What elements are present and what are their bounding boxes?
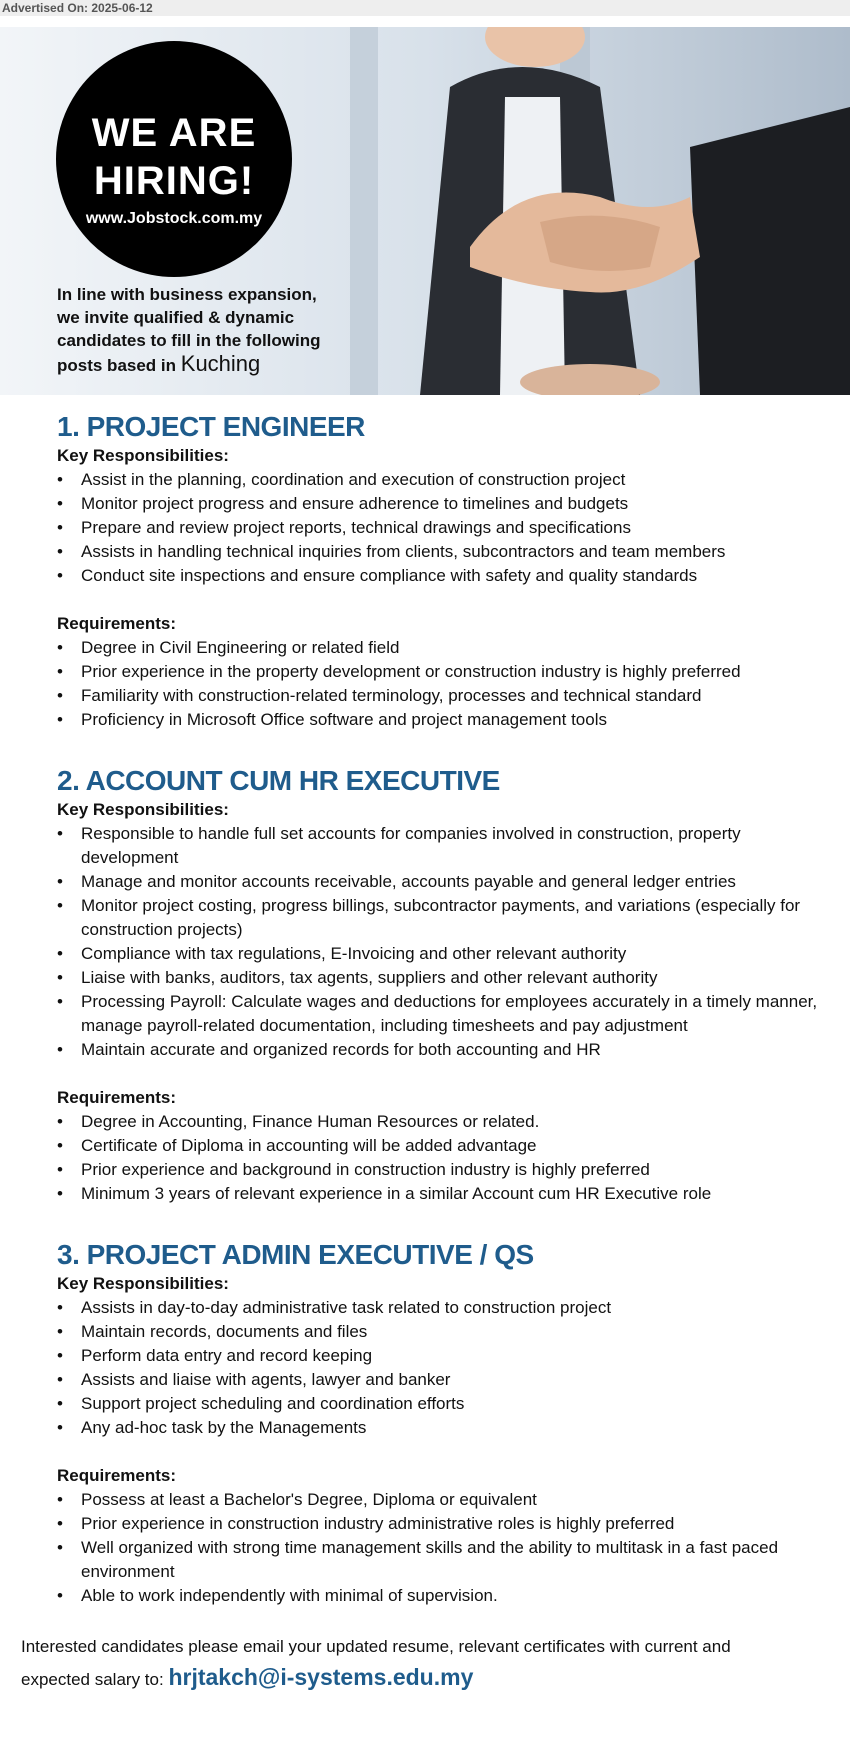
intro-line-text: posts based in xyxy=(57,356,177,375)
responsibility-item: • Assists in handling technical inquiries from clients, subcontractors and team members xyxy=(57,540,837,564)
requirements-label: Requirements: xyxy=(57,1088,177,1107)
contact-footer xyxy=(21,1632,821,1695)
requirement-item: • Familiarity with construction-related terminology, processes and technical standard xyxy=(57,684,837,708)
responsibility-item: • Conduct site inspections and ensure compliance with safety and quality standards xyxy=(57,564,837,588)
responsibility-item: • Compliance with tax regulations, E-Invoicing and other relevant authority xyxy=(57,942,837,966)
hero-banner xyxy=(0,27,850,395)
contact-email[interactable]: hrjtakch@i-systems.edu.my xyxy=(168,1664,474,1690)
requirement-item: • Well organized with strong time management skills and the ability to multitask in a fast paced environment xyxy=(57,1536,837,1584)
city-name: Kuching xyxy=(180,351,261,376)
footer-line-1: Interested candidates please email your updated resume, relevant certificates with current and xyxy=(21,1637,731,1656)
responsibility-item: • Support project scheduling and coordination efforts xyxy=(57,1392,837,1416)
requirements-label: Requirements: xyxy=(57,614,177,633)
requirements-list xyxy=(57,636,837,732)
job-listings xyxy=(57,410,837,1608)
hiring-line-2: HIRING! xyxy=(93,159,255,203)
job-title: 3. PROJECT ADMIN EXECUTIVE / QS xyxy=(57,1239,534,1270)
responsibility-item: • Perform data entry and record keeping xyxy=(57,1344,837,1368)
footer-text: expected salary to: xyxy=(21,1670,164,1689)
responsibility-item: • Maintain accurate and organized records for both accounting and HR xyxy=(57,1038,837,1062)
requirement-item: • Degree in Civil Engineering or related field xyxy=(57,636,837,660)
responsibility-item: • Assist in the planning, coordination and execution of construction project xyxy=(57,468,837,492)
job-section xyxy=(57,764,837,1238)
requirements-list xyxy=(57,1110,837,1206)
job-section xyxy=(57,1238,837,1608)
hiring-line-1: WE ARE xyxy=(91,111,257,155)
requirement-item: • Minimum 3 years of relevant experience in a similar Account cum HR Executive role xyxy=(57,1182,837,1206)
footer-line-2 xyxy=(21,1662,821,1695)
requirements-label: Requirements: xyxy=(57,1466,177,1485)
hiring-badge xyxy=(56,41,292,277)
job-section xyxy=(57,410,837,764)
job-title: 1. PROJECT ENGINEER xyxy=(57,411,365,442)
requirement-item: • Certificate of Diploma in accounting will be added advantage xyxy=(57,1134,837,1158)
requirement-item: • Degree in Accounting, Finance Human Resources or related. xyxy=(57,1110,837,1134)
responsibilities-label: Key Responsibilities: xyxy=(57,446,229,465)
responsibilities-label: Key Responsibilities: xyxy=(57,1274,229,1293)
requirement-item: • Prior experience in the property development or construction industry is highly preferred xyxy=(57,660,837,684)
responsibilities-list xyxy=(57,468,837,588)
responsibility-item: • Liaise with banks, auditors, tax agents, suppliers and other relevant authority xyxy=(57,966,837,990)
responsibility-item: • Assists in day-to-day administrative task related to construction project xyxy=(57,1296,837,1320)
responsibilities-label: Key Responsibilities: xyxy=(57,800,229,819)
responsibility-item: • Any ad-hoc task by the Managements xyxy=(57,1416,837,1440)
intro-line: In line with business expansion, xyxy=(57,285,317,304)
responsibility-item: • Monitor project costing, progress billings, subcontractor payments, and variations (especially for construction projects) xyxy=(57,894,837,942)
job-title: 2. ACCOUNT CUM HR EXECUTIVE xyxy=(57,765,500,796)
responsibility-item: • Manage and monitor accounts receivable, accounts payable and general ledger entries xyxy=(57,870,837,894)
responsibility-item: • Prepare and review project reports, technical drawings and specifications xyxy=(57,516,837,540)
intro-line: candidates to fill in the following xyxy=(57,331,321,350)
responsibility-item: • Assists and liaise with agents, lawyer and banker xyxy=(57,1368,837,1392)
website-url: www.Jobstock.com.my xyxy=(85,210,263,227)
responsibility-item: • Processing Payroll: Calculate wages and deductions for employees accurately in a timely manner, manage payroll-related documentation, including timesheets and pay adjustment xyxy=(57,990,837,1038)
advertised-date: Advertised On: 2025-06-12 xyxy=(0,0,850,16)
intro-line xyxy=(57,352,357,377)
requirement-item: • Proficiency in Microsoft Office software and project management tools xyxy=(57,708,837,732)
responsibility-item: • Maintain records, documents and files xyxy=(57,1320,837,1344)
responsibility-item: • Responsible to handle full set accounts for companies involved in construction, property development xyxy=(57,822,837,870)
responsibility-item: • Monitor project progress and ensure adherence to timelines and budgets xyxy=(57,492,837,516)
requirement-item: • Prior experience in construction industry administrative roles is highly preferred xyxy=(57,1512,837,1536)
responsibilities-list xyxy=(57,822,837,1062)
requirement-item: • Able to work independently with minimal of supervision. xyxy=(57,1584,837,1608)
requirements-list xyxy=(57,1488,837,1608)
intro-line: we invite qualified & dynamic xyxy=(57,308,295,327)
responsibilities-list xyxy=(57,1296,837,1440)
requirement-item: • Possess at least a Bachelor's Degree, Diploma or equivalent xyxy=(57,1488,837,1512)
intro-text xyxy=(57,283,357,377)
requirement-item: • Prior experience and background in construction industry is highly preferred xyxy=(57,1158,837,1182)
